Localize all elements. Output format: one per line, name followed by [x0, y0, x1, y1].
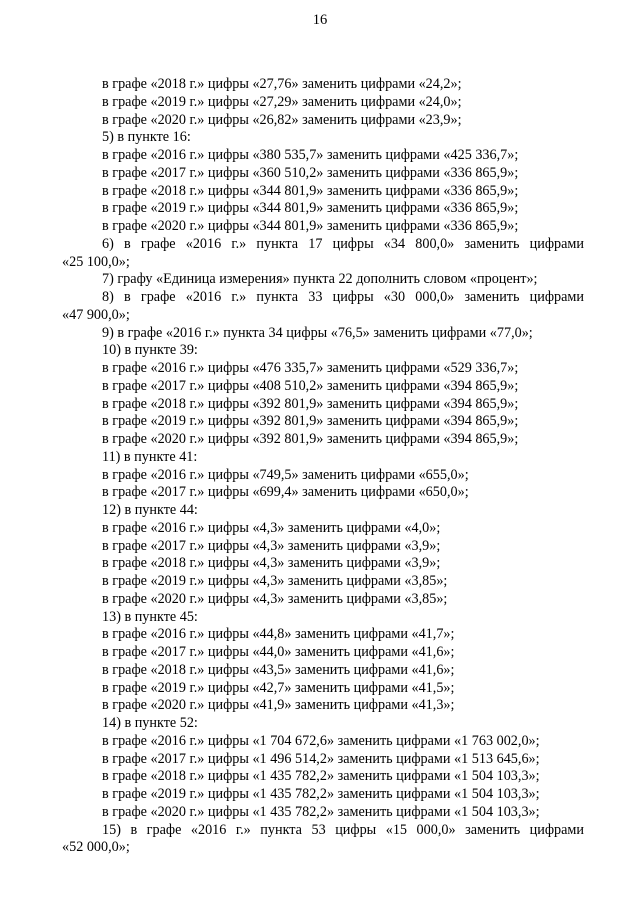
text-line: 15) в графе «2016 г.» пункта 53 цифры «15 000,0» заменить цифрами: [102, 821, 584, 838]
text-line: в графе «2018 г.» цифры «43,5» заменить цифрами «41,6»;: [102, 661, 455, 678]
text-line: в графе «2017 г.» цифры «1 496 514,2» заменить цифрами «1 513 645,6»;: [102, 750, 540, 767]
text-line: в графе «2020 г.» цифры «1 435 782,2» заменить цифрами «1 504 103,3»;: [102, 803, 540, 820]
text-line: 8) в графе «2016 г.» пункта 33 цифры «30 000,0» заменить цифрами: [102, 289, 584, 305]
text-line: в графе «2019 г.» цифры «42,7» заменить цифрами «41,5»;: [102, 679, 455, 696]
text-line: в графе «2018 г.» цифры «4,3» заменить цифрами «3,9»;: [102, 555, 441, 572]
text-line: в графе «2020 г.» цифры «26,82» заменить цифрами «23,9»;: [102, 111, 462, 128]
text-line: в графе «2018 г.» цифры «392 801,9» заменить цифрами «394 865,9»;: [102, 395, 519, 412]
text-line: в графе «2016 г.» цифры «749,5» заменить цифрами «655,0»;: [102, 466, 469, 483]
text-line: 6) в графе «2016 г.» пункта 17 цифры «34 800,0» заменить цифрами: [102, 235, 584, 252]
text-line: в графе «2019 г.» цифры «27,29» заменить цифрами «24,0»;: [102, 93, 462, 110]
text-line: в графе «2017 г.» цифры «4,3» заменить цифрами «3,9»;: [102, 537, 441, 554]
text-line: 14) в пункте 52:: [102, 715, 198, 731]
text-line: в графе «2016 г.» цифры «380 535,7» заменить цифрами «425 336,7»;: [102, 147, 519, 163]
text-line: в графе «2018 г.» цифры «27,76» заменить цифрами «24,2»;: [102, 76, 462, 92]
text-line: в графе «2017 г.» цифры «699,4» заменить цифрами «650,0»;: [102, 484, 469, 501]
text-line: в графе «2016 г.» цифры «44,8» заменить цифрами «41,7»;: [102, 626, 455, 643]
text-line: в графе «2019 г.» цифры «392 801,9» заменить цифрами «394 865,9»;: [102, 413, 519, 430]
text-line: в графе «2018 г.» цифры «344 801,9» заменить цифрами «336 865,9»;: [102, 182, 519, 199]
page-number: 16: [312, 12, 328, 28]
text-line: «52 000,0»;: [62, 839, 130, 856]
text-line: 13) в пункте 45:: [102, 608, 198, 625]
text-line: в графе «2018 г.» цифры «1 435 782,2» заменить цифрами «1 504 103,3»;: [102, 768, 540, 785]
text-line: в графе «2016 г.» цифры «4,3» заменить цифрами «4,0»;: [102, 519, 441, 536]
text-line: в графе «2016 г.» цифры «476 335,7» заменить цифрами «529 336,7»;: [102, 360, 519, 376]
text-line: 5) в пункте 16:: [102, 129, 191, 146]
text-line: 7) графу «Единица измерения» пункта 22 дополнить словом «процент»;: [102, 271, 538, 288]
text-line: в графе «2020 г.» цифры «4,3» заменить цифрами «3,85»;: [102, 590, 448, 607]
text-line: в графе «2017 г.» цифры «360 510,2» заменить цифрами «336 865,9»;: [102, 164, 519, 181]
text-line: 12) в пункте 44:: [102, 502, 198, 518]
text-line: в графе «2017 г.» цифры «44,0» заменить цифрами «41,6»;: [102, 644, 455, 660]
text-line: 11) в пункте 41:: [102, 448, 198, 465]
text-line: в графе «2020 г.» цифры «392 801,9» заменить цифрами «394 865,9»;: [102, 431, 519, 447]
text-line: 10) в пункте 39:: [102, 342, 198, 359]
text-line: 9) в графе «2016 г.» пункта 34 цифры «76,5» заменить цифрами «77,0»;: [102, 324, 533, 341]
text-line: в графе «2019 г.» цифры «344 801,9» заменить цифрами «336 865,9»;: [102, 200, 519, 217]
text-line: в графе «2019 г.» цифры «1 435 782,2» заменить цифрами «1 504 103,3»;: [102, 786, 540, 802]
text-line: в графе «2020 г.» цифры «344 801,9» заменить цифрами «336 865,9»;: [102, 218, 519, 234]
text-line: в графе «2019 г.» цифры «4,3» заменить цифрами «3,85»;: [102, 573, 448, 589]
text-line: в графе «2016 г.» цифры «1 704 672,6» заменить цифрами «1 763 002,0»;: [102, 732, 540, 749]
text-line: в графе «2020 г.» цифры «41,9» заменить цифрами «41,3»;: [102, 697, 455, 714]
text-line: «47 900,0»;: [62, 306, 130, 323]
text-line: в графе «2017 г.» цифры «408 510,2» заменить цифрами «394 865,9»;: [102, 377, 519, 394]
text-line: «25 100,0»;: [62, 253, 130, 270]
document-body: [62, 76, 584, 857]
